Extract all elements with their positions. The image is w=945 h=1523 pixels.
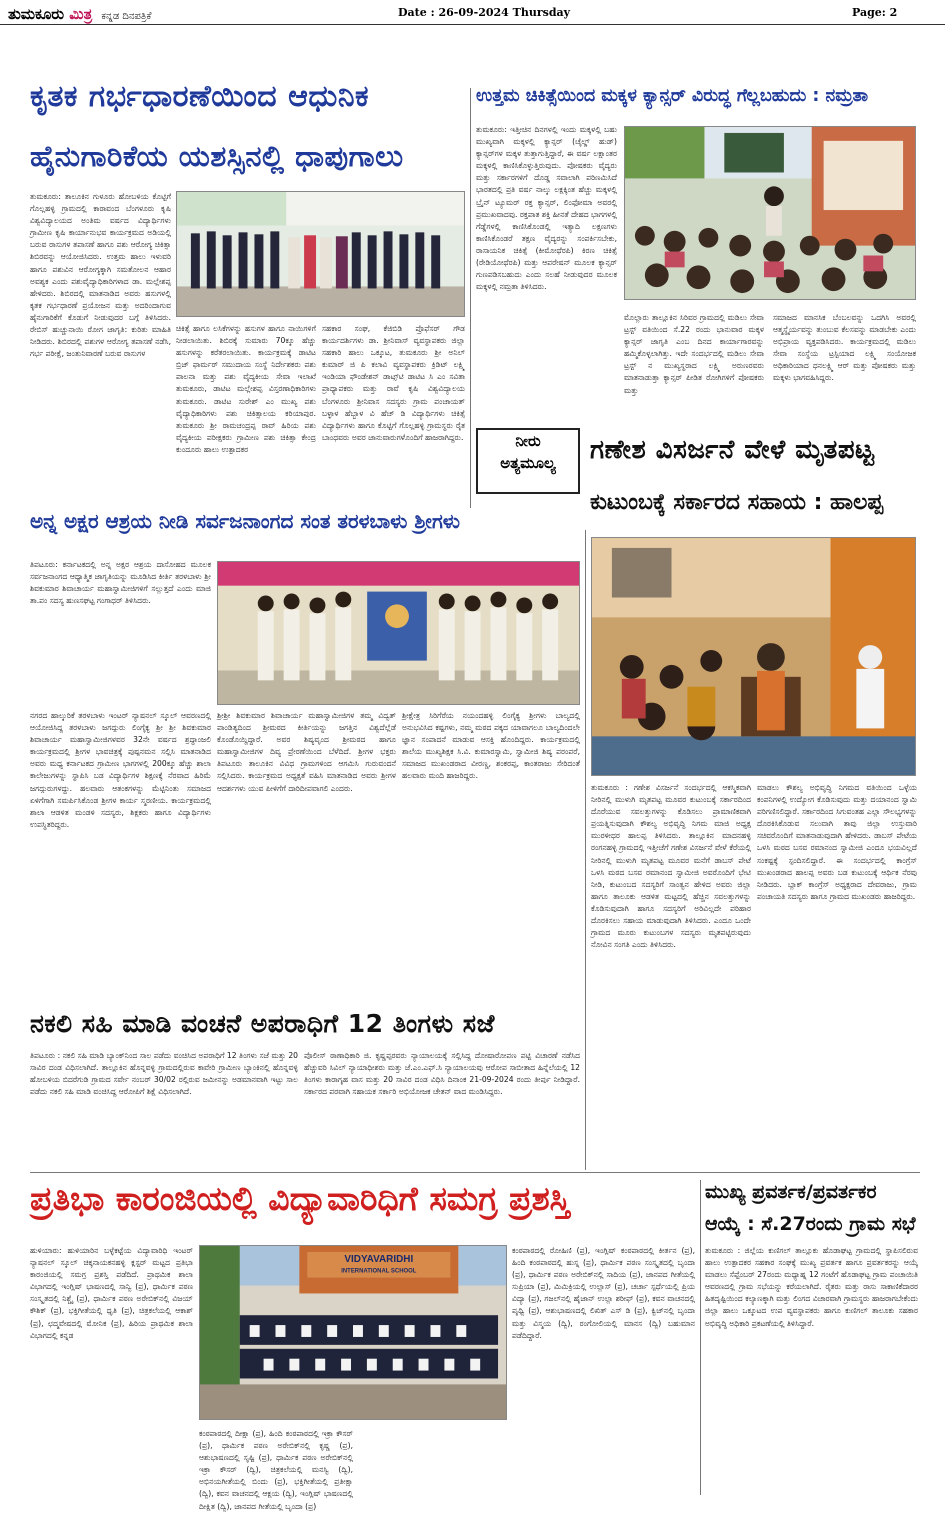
masthead-divider xyxy=(0,24,945,25)
school-sign-subtext: INTERNATIONAL SCHOOL xyxy=(341,1268,417,1275)
a4-headline: ಅನ್ನ ಅಕ್ಷರ ಆಶ್ರಯ ನೀಡಿ ಸರ್ವಜನಾಂಗದ ಸಂತ ತರಳಬಾಳು ಶ್ರೀಗಳು xyxy=(30,509,460,533)
a7-headline-line2: ಆಯ್ಕೆ : ಸೆ.27ರಂದು ಗ್ರಾಮ ಸಭೆ xyxy=(705,1213,916,1235)
a3-column-2: ಮಾಡಲು ಕೌಶಲ್ಯ ಅಭಿವೃದ್ಧಿ ನಿಗಮದ ವತಿಯಿಂದ ಒಳ್ಳೆಯ ಕಂಪನಿಗಳಲ್ಲಿ ಉದ್ಯೋಗ ಕೊಡಿಸುವುದು ಮತ್ತು ದಯಾನಂದ ಸ್ವಾಮಿ ಪರಿಗಣಿಸಲಿದ್ದಾರೆ. ಸರ್ಕಾರದಿಂದ ಸಿಗುವಂತಹ ಎಲ್ಲಾ ಸೌಲಭ್ಯಗಳನ್ನು ದೊರಕಿಸಿಕೊಡುವ ಸಲುವಾಗಿ ತಾವು ಜಿಲ್ಲಾ ಉಸ್ತುವಾರಿ ಸಚಿವರೊಂದಿಗೆ ಮಾತನಾಡುವುದಾಗಿ ಹೇಳಿದರು. ಡಾಬಸ್ ಪೇಟೆಯ ಒಳಸಿ ಮಠದ ಬಸವ ರಮಾನಂದ ಸ್ವಾಮೀಜಿ ಎಂದೂ ಭಯವಿಲ್ಲದೆ ಸಂಕಷ್ಟಕ್ಕೆ ಸ್ಪಂದಿಸಲಿದ್ದಾರೆ. ಈ ಸಂದರ್ಭದಲ್ಲಿ ಕಾಂಗ್ರೆಸ್ ಮುಖಂಡರಾದ ಹಾಲಪ್ಪ ಅವರು ಬಡ ಕುಟುಂಬಕ್ಕೆ ಆರ್ಥಿಕ ನೆರವು ನೀಡಿದರು. ಬ್ಲಾಕ್ ಕಾಂಗ್ರೆಸ್ ಅಧ್ಯಕ್ಷರಾದ ದೇವರಾಜು, ಗ್ರಾಮ ಪಂಚಾಯತಿ ಸದಸ್ಯರು ಹಾಗೂ ಗ್ರಾಮದ ಮುಖಂಡರು ಹಾಜರಿದ್ದರು. xyxy=(757,783,917,901)
masthead-tagline: ಕನ್ನಡ ದಿನಪತ್ರಿಕೆ xyxy=(101,11,152,22)
a6-headline: ಪ್ರತಿಭಾ ಕಾರಂಜಿಯಲ್ಲಿ ವಿದ್ಯಾವಾರಿಧಿಗೆ ಸಮಗ್ರ ಪ್ರಶಸ್ತಿ xyxy=(30,1179,570,1218)
masthead-name: ತುಮಕೂರು xyxy=(8,5,65,23)
a1-column-2: ಚಿಕಿತ್ಸೆ ಹಾಗೂ ಲಸಿಕೆಗಳನ್ನು ಹಸುಗಳ ಹಾಗೂ ನಾಯಿಗಳಿಗೆ ನೀಡಲಾಯಿತು. ಶಿಬಿರಕ್ಕೆ ಸುಮಾರು 70ಕ್ಕೂ ಹೆಚ್ಚು ಹಸುಗಳನ್ನು ಕರೆತರಲಾಯಿತು. ಕಾರ್ಯಕ್ರಮಕ್ಕೆ ಡಾಟಿಟ ಬ್ರಿಜ್ ಫಾರ್ಮರ್ ಸಮುದಾಯ ಸಂಸ್ಥೆ ನಿರ್ದೇಶಕರು ಪಶು ಪಾಲನಾ ಮತ್ತು ಪಶು ವೈದ್ಯಕೀಯ ಸೇವಾ ಇಲಾಖೆ ತುಮಕೂರು, ಡಾಟಿಟ ಮಲ್ಲೇಶಪ್ಪ ವಿಸ್ತರಣಾಧಿಕಾರಿಗಳು ತುಮಕೂರು. ಡಾಟಿಟ ಸುರೇಶ್ ಎಂ ಮುಖ್ಯ ಪಶು ವೈದ್ಯಾಧಿಕಾರಿಗಳು ಪಶು ಚಿಕಿತ್ಸಾಲಯ ಕರಿಯಾಪುರ. ತುಮಕೂರು ಶ್ರೀ ರಾಮಚಂದ್ರಪ್ಪ ರಾವ್ ಹಿರಿಯ ಪಶು ವೈದ್ಯಕೀಯ ಪರೀಕ್ಷಕರು ಗ್ರಾಮೀಣ ಪಶು ಚಿಕಿತ್ಸಾ ಕೇಂದ್ರ ಕುಂದೂರು ಹಾಲು ಉತ್ಪಾದಕರ xyxy=(176,324,316,454)
column-divider xyxy=(585,530,586,1170)
a6-column-1: ಹುಳಿಯಾರು: ಹುಳಿಯಾರಿನ ಬಳ್ಳೆಕಟ್ಟೆಯ ವಿದ್ಯಾವಾರಿಧಿ ಇಂಟರ್ ನ್ಯಾಷನಲ್ ಸ್ಕೂಲ್ ಚಿಕ್ಕನಾಯಕನಹಳ್ಳಿ ಕ್ಲಸ್ಟರ್ ಮಟ್ಟದ ಪ್ರತಿಭಾ ಕಾರಂಜಿಯಲ್ಲಿ ಸಮಗ್ರ ಪ್ರಶಸ್ತಿ ಪಡೆದಿದೆ. ಪ್ರಾಥಮಿಕ ಶಾಲಾ ವಿಭಾಗದಲ್ಲಿ ಇಂಗ್ಲಿಷ್ ಭಾಷಣದಲ್ಲಿ ಸಾನ್ವಿ (ಪ್ರ), ಧಾರ್ಮಿಕ ಪಠಣ ಸಂಸ್ಕೃತದಲ್ಲಿ ನಿಶ್ಚೈ (ಪ್ರ), ಧಾರ್ಮಿಕ ಪಠಣ ಅರೇಬಿಕ್‌ನಲ್ಲಿ ವಿಜಯ್ ಕೌಶಿಕ್ (ಪ್ರ), ಭಕ್ತಿಗೀತೆಯಲ್ಲಿ ಧೃತಿ (ಪ್ರ), ಚಿತ್ರಕಲೆಯಲ್ಲಿ ಆಕಾಶ್ (ಪ್ರ), ಛದ್ಮವೇಷದಲ್ಲಿ ಮೋನಿಕ (ಪ್ರ), ಹಿರಿಯ ಪ್ರಾಥಮಿಕ ಶಾಲಾ ವಿಭಾಗದಲ್ಲಿ ಕನ್ನಡ xyxy=(30,1246,193,1340)
column-divider xyxy=(700,1180,701,1495)
water-box-line2: ಅತ್ಯಮೂಲ್ಯ xyxy=(500,454,556,472)
a1-headline-line2: ಹೈನುಗಾರಿಕೆಯ ಯಶಸ್ಸಿನಲ್ಲಿ ಧಾಪುಗಾಲು xyxy=(30,139,404,173)
a4-intro: ತಿಪಟೂರು: ಕರ್ನಾಟಕದಲ್ಲಿ ಅನ್ನ ಅಕ್ಷರ ಆಶ್ರಯ ದಾಸೋಹದ ಮೂಲಕ ಸರ್ವಜನಾಂಗದ ಆಧ್ಯಾತ್ಮಿಕ ಜಾಗೃತಿಯನ್ನು ಮೂಡಿಸಿದ ಕೀರ್ತಿ ತರಳಬಾಳು ಶ್ರೀ ಶಿವಕುಮಾರ ಶಿವಾಚಾರ್ಯ ಮಹಾಸ್ವಾಮೀಜಿಗಳಿಗೆ ಸಲ್ಲುತ್ತದೆ ಎಂದು ಮಾಜಿ ತಾ.ಪಂ ಸದಸ್ಯ ಹುಣಸಘಟ್ಟ ಗಂಗಾಧರ್ ತಿಳಿಸಿದರು. xyxy=(30,560,211,606)
a2-column-2: ಮೊಲ್ಲಾರು ತಾಲ್ಲೂಕಿನ ಸಿರಿವರ ಗ್ರಾಮದಲ್ಲಿ ಮಡಿಲು ಸೇವಾ ಟ್ರಸ್ಟ್ ವತಿಯಿಂದ ಸೆ.22 ರಂದು ಭಾನುವಾರ ಮಕ್ಕಳ ಕ್ಯಾನ್ಸರ್ ಜಾಗೃತಿ ಎಂಬ ದಿನದ ಕಾರ್ಯಾಗಾರವನ್ನು ಹಮ್ಮಿಕೊಳ್ಳಲಾಗಿತ್ತು. ಇದೇ ಸಂದರ್ಭದಲ್ಲಿ ಮಡಿಲು ಸೇವಾ ಟ್ರಸ್ಟ್ ನ ಮುಖ್ಯಸ್ಥರಾದ ಲಕ್ಷ್ಮಿ ಅರುಣರವರು ಮಾತನಾಡುತ್ತಾ ಕ್ಯಾನ್ಸರ್ ಪೀಡಿತ ರೋಗಿಗಳಿಗೆ ಪೋಷಕರು ಮತ್ತು xyxy=(624,313,764,395)
a7-column-1: ತುಮಕೂರು : ಜಿಲ್ಲೆಯ ಕುಣಿಗಲ್ ತಾಲ್ಲೂಕು ಹೊಡಾಘಟ್ಟ ಗ್ರಾಮದಲ್ಲಿ ಸ್ಥಾಪಿಸಲಿರುವ ಹಾಲು ಉತ್ಪಾದಕರ ಸಹಕಾರ ಸಂಘಕ್ಕೆ ಮುಖ್ಯ ಪ್ರವರ್ತಕ ಹಾಗೂ ಪ್ರವರ್ತಕರನ್ನು ಆಯ್ಕೆ ಮಾಡಲು ಸೆಪ್ಟೆಂಬರ್ 27ರಂದು ಮಧ್ಯಾಹ್ನ 12 ಗಂಟೆಗೆ ಹೊಡಾಘಟ್ಟ ಗ್ರಾಮ ಪಂಚಾಯಿತಿ ಆವರಣದಲ್ಲಿ ಗ್ರಾಮ ಸಭೆಯನ್ನು ಕರೆಯಲಾಗಿದೆ. ರೈತರು ಮತ್ತು ರಾಸು ಸಾಕಾಣಿಕೆದಾರರ ಹಿತದೃಷ್ಟಿಯಿಂದ ಕಲ್ಯಾಣಕ್ಕಾಗಿ ಮತ್ತು ಲಿಂಗದ ವಿಚಾರವಾಗಿ ಗ್ರಾಮಸ್ಥರು ಹಾಜರಾಗಬೇಕೆಂದು ಜಿಲ್ಲಾ ಹಾಲು ಒಕ್ಕೂಟದ ಉಪ ವ್ಯವಸ್ಥಾಪಕರು ಹಾಗೂ ಕುಣಿಗಲ್ ತಾಲೂಕು ಸಹಕಾರ ಅಭಿವೃದ್ಧಿ ಅಧಿಕಾರಿ ಪ್ರಕಟಣೆಯಲ್ಲಿ ತಿಳಿಸಿದ್ದಾರೆ. xyxy=(705,1246,918,1328)
masthead-logo xyxy=(8,5,151,23)
a4-column-2: ಶ್ರೀಶ್ರೀ ಶಿವಕುಮಾರ ಶಿವಾಚಾರ್ಯ ಮಹಾಸ್ವಾಮೀಜಿಗಳ ತಮ್ಮ ವಿದ್ವತ್ ಪಾಂಡಿತ್ಯದಿಂದ ಶ್ರೀಮಠದ ಕೀರ್ತಿಯನ್ನು ಜಗತ್ತಿನ ವಿಶ್ವದೆಲ್ಲೆಡೆ ಕೊಂಡೊಯ್ದಿದ್ದಾರೆ. ಅವರ ಶಿಷ್ಯವೃಂದ ಶ್ರೀಮಠದ ಹಾಗೂ ಮಹಾಸ್ವಾಮೀಜಿಗಳ ದಿವ್ಯ ಪ್ರೇರಣೆಯಿಂದ ಬೆಳೆದಿದೆ. ಶ್ರೀಗಳ ಭಕ್ತರು ತಿಪಟೂರು ತಾಲೂಕಿನ ವಿವಿಧ ಗ್ರಾಮಗಳಿಂದ ಆಗಮಿಸಿ ಗುರುವಂದನೆ ಸಲ್ಲಿಸಿದರು. ಕಾರ್ಯಕ್ರಮದ ಅಧ್ಯಕ್ಷತೆ ವಹಿಸಿ ಮಾತನಾಡಿದ ಅವರು ಶ್ರೀಗಳ ಆದರ್ಶಗಳು ಯುವ ಪೀಳಿಗೆಗೆ ದಾರಿದೀಪವಾಗಲಿ ಎಂದರು. xyxy=(217,711,396,793)
a4-column-1: ನಗರದ ಹಾಲ್ಕುರಿಕೆ ತರಳಬಾಳು ಇಂಟರ್ ನ್ಯಾಷನಲ್ ಸ್ಕೂಲ್ ಆವರಣದಲ್ಲಿ ಆಯೋಜಿಸಿದ್ದ ತರಳಬಾಳು ಜಗದ್ಗುರು ಲಿಂಗೈಕ್ಯ ಶ್ರೀ ಶ್ರೀ ಶಿವಕುಮಾರ ಶಿವಾಚಾರ್ಯ ಮಹಾಸ್ವಾಮೀಜಿಗಳವರ 32ನೇ ವರ್ಷದ ಶ್ರದ್ಧಾಂಜಲಿ ಕಾರ್ಯಕ್ರಮದಲ್ಲಿ ಶ್ರೀಗಳ ಭಾವಚಿತ್ರಕ್ಕೆ ಪುಷ್ಪನಮನ ಸಲ್ಲಿಸಿ ಮಾತನಾಡಿದ ಅವರು ಮಧ್ಯ ಕರ್ನಾಟಕದ ಗ್ರಾಮೀಣ ಭಾಗಗಳಲ್ಲಿ 200ಕ್ಕೂ ಹೆಚ್ಚು ಶಾಲಾ ಕಾಲೇಜುಗಳನ್ನು ಸ್ಥಾಪಿಸಿ ಬಡ ವಿದ್ಯಾರ್ಥಿಗಳ ಶಿಕ್ಷಣಕ್ಕೆ ನೆರವಾದ ಹಿರಿಮೆ ಜಗದ್ಗುರುಗಳದ್ದು. ಹಲವಾರು ಆತಂಕಗಳನ್ನು ಮೆಟ್ಟಿನಿಂತು ಸಮಾಜದ ಏಳಿಗೆಗಾಗಿ ಸಮರ್ಪಿಸಿಕೊಂಡ ಶ್ರೀಗಳ ಕಾರ್ಯ ಸ್ಮರಣೀಯ. ಕಾರ್ಯಕ್ರಮದಲ್ಲಿ ಶಾಲಾ ಆಡಳಿತ ಮಂಡಳಿ ಸದಸ್ಯರು, ಶಿಕ್ಷಕರು ಹಾಗೂ ವಿದ್ಯಾರ್ಥಿಗಳು ಉಪಸ್ಥಿತರಿದ್ದರು. xyxy=(30,711,211,829)
water-box-line1: ನೀರು xyxy=(515,432,541,450)
a3-headline-line2: ಕುಟುಂಬಕ್ಕೆ ಸರ್ಕಾರದ ಸಹಾಯ : ಹಾಲಪ್ಪ xyxy=(590,490,884,515)
a5-column-2: ಪೊಲೀಸ್ ಠಾಣಾಧಿಕಾರಿ ಜಿ. ಕೃಷ್ಣಪ್ಪರವರು ನ್ಯಾಯಾಲಯಕ್ಕೆ ಸಲ್ಲಿಸಿದ್ದ ದೋಷಾರೋಪಣ ಪಟ್ಟಿ ವಿಚಾರಣೆ ನಡೆಸಿದ ಹೆಚ್ಚುವರಿ ಸಿವಿಲ್ ನ್ಯಾಯಾಧೀಶರು ಮತ್ತು ಜೆ.ಎಂ.ಎಫ್.ಸಿ ನ್ಯಾಯಾಲಯವು ಆರೋಪ ಸಾಬೀತಾದ ಹಿನ್ನೆಲೆಯಲ್ಲಿ 12 ತಿಂಗಳು ಕಾರಾಗೃಹ ವಾಸ ಮತ್ತು 20 ಸಾವಿರ ದಂಡ ವಿಧಿಸಿ ದಿನಾಂಕ 21-09-2024 ರಂದು ತೀರ್ಪು ನೀಡಿದ್ದಾರೆ. ಸರ್ಕಾರದ ಪರವಾಗಿ ಸಹಾಯಕ ಸರ್ಕಾರಿ ಅಭಿಯೋಜಕ ಚೇತನ್ ವಾದ ಮಂಡಿಸಿದ್ದರು. xyxy=(304,1051,580,1097)
a4-photo-tribute xyxy=(217,561,580,705)
a3-headline-line1: ಗಣೇಶ ವಿಸರ್ಜನೆ ವೇಳೆ ಮೃತಪಟ್ಟ xyxy=(590,435,875,465)
a5-column-1: ತಿಪಟೂರು : ನಕಲಿ ಸಹಿ ಮಾಡಿ ಬ್ಯಾಂಕ್‌ನಿಂದ ಸಾಲ ಪಡೆದು ವಂಚಿಸಿದ ಅಪರಾಧಿಗೆ 12 ತಿಂಗಳು ಸಜೆ ಮತ್ತು 20 ಸಾವಿರ ದಂಡ ವಿಧಿಸಲಾಗಿದೆ. ತಾಲ್ಲೂಕಿನ ಹೊನ್ನವಳ್ಳಿ ಗ್ರಾಮದಲ್ಲಿರುವ ಕಾವೇರಿ ಗ್ರಾಮೀಣ ಬ್ಯಾಂಕಿನಲ್ಲಿ ಹೊನ್ನವಳ್ಳಿ ಹೋಬಳಿಯ ಬಿದರೆಗುಡಿ ಗ್ರಾಮದ ಸರ್ವೇ ನಂಬರ್ 30/02 ರಲ್ಲಿರುವ ಜಮೀನನ್ನು ಅಡಮಾನವಾಗಿ ಇಟ್ಟು ಸಾಲ ಪಡೆದು ನಕಲಿ ಸಹಿ ಮಾಡಿ ವಂಚಿಸಿದ್ದ ಆರೋಪಿಗೆ ಶಿಕ್ಷೆ ವಿಧಿಸಲಾಗಿದೆ. xyxy=(30,1051,298,1097)
a3-photo-visit xyxy=(591,537,916,776)
a6-column-3: ಕಂಠಪಾಠದಲ್ಲಿ ರೋಹಿಣಿ (ಪ್ರ), ಇಂಗ್ಲಿಷ್ ಕಂಠಪಾಠದಲ್ಲಿ ಕೀರ್ತನ (ಪ್ರ), ಹಿಂದಿ ಕಂಠಪಾಠದಲ್ಲಿ ಹುಸ್ನ (ಪ್ರ), ಧಾರ್ಮಿಕ ಪಠಣ ಸಂಸ್ಕೃತದಲ್ಲಿ ಬೃಂದಾ (ಪ್ರ), ಧಾರ್ಮಿಕ ಪಠಣ ಅರೇಬಿಕ್‌ನಲ್ಲಿ ಸಾದಿಯ (ಪ್ರ), ಜಾನಪದ ಗೀತೆಯಲ್ಲಿ ಸುಪ್ರಿಯಾ (ಪ್ರ), ಮಿಮಿಕ್ರಿಯಲ್ಲಿ ಉಲ್ಲಾಸ್ (ಪ್ರ), ಚರ್ಚಾ ಸ್ಪರ್ಧೆಯಲ್ಲಿ ಪ್ರಿಯ ವಿದ್ಯಾ (ಪ್ರ), ಗಜಲ್‌ನಲ್ಲಿ ಹೈಜಾನ್ ಉಲ್ಲಾ ಶರೀಫ್ (ಪ್ರ), ಕವನ ವಾಚನದಲ್ಲಿ ಪೃಥ್ವಿ (ಪ್ರ), ಆಶುಭಾಷಣದಲ್ಲಿ ಲಿಖಿತ್ ಎಸ್ ಡಿ (ಪ್ರ), ಕ್ವಿಜ್‌ನಲ್ಲಿ ಬೃಂದಾ ಮತ್ತು ವಿಸ್ಮಯ (ದ್ವಿ), ರಂಗೋಲಿಯಲ್ಲಿ ಮಾನಸ (ದ್ವಿ) ಬಹುಮಾನ ಪಡೆದಿದ್ದಾರೆ. xyxy=(512,1246,695,1340)
a1-column-1: ತುಮಕೂರು: ತಾಲೂಕಿನ ಗುಳೂರು ಹೋಬಳಿಯ ಕೊಟ್ಟಿಗೆ ಗೊಲ್ಲಹಳ್ಳಿ ಗ್ರಾಮದಲ್ಲಿ ಕಾರಾವಂದ ಬೆಂಗಳೂರು ಕೃಷಿ ವಿಶ್ವವಿದ್ಯಾಲಯದ ಅಂತಿಮ ವರ್ಷದ ವಿದ್ಯಾರ್ಥಿಗಳು ಗ್ರಾಮೀಣ ಕೃಷಿ ಕಾರ್ಯಾನುಭವ ಕಾರ್ಯಕ್ರಮದ ಅಡಿಯಲ್ಲಿ ಬರುವ ರಾಸುಗಳ ತಪಾಸಣೆ ಹಾಗೂ ಪಶು ಆರೋಗ್ಯ ಚಿಕಿತ್ಸಾ ಶಿಬಿರವನ್ನು ಆಯೋಜಿಸಿದರು. ಉತ್ತಮ ಹಾಲು ಇಳುವರಿ ಹಾಗೂ ಪಶುವಿನ ಆರೋಗ್ಯಕ್ಕಾಗಿ ಸಮತೋಲನ ಆಹಾರ ಅವಶ್ಯಕ ಎಂದು ಪಶುವೈದ್ಯಾಧಿಕಾರಿಗಳಾದ ಡಾ. ಮಲ್ಲೇಶಪ್ಪ ಹೇಳಿದರು. ಶಿಬಿರದಲ್ಲಿ ಮಾತನಾಡಿದ ಅವರು ಹಸುಗಳಲ್ಲಿ ಕೃತಕ ಗರ್ಭಧಾರಣೆ ಪ್ರಯೋಜನ ಮತ್ತು ಅದರಿಂದಾಗುವ ಹೈನುಗಾರಿಕೆಗೆ ಕೊಡುಗೆ ನೀಡುವುದರ ಬಗ್ಗೆ ತಿಳಿಸಿದರು. ರೇಬಿಸ್ ಹುಚ್ಚುನಾಯಿ ರೋಗ ಜಾಗೃತಿ: ಕುರಿತು ಮಾಹಿತಿ ನೀಡಿದರು. ಶಿಬಿರದಲ್ಲಿ ಪಶುಗಳ ಆರೋಗ್ಯ ತಪಾಸಣೆ ನಡೆಸಿ, ಗರ್ಭ ಪರೀಕ್ಷೆ, ಜಂತುನಿವಾರಣೆ ಬರುವ ರಾಸುಗಳ xyxy=(30,192,171,359)
a6-column-2: ಕಂಠಪಾಠದಲ್ಲಿ ದೀಕ್ಷಾ (ಪ್ರ), ಹಿಂದಿ ಕಂಠಪಾಠದಲ್ಲಿ ಇಕ್ರಾ ಕೌಸರ್ (ಪ್ರ), ಧಾರ್ಮಿಕ ಪಠಣ ಅರೇಬಿಕ್‌ನಲ್ಲಿ ಕೃಷ್ಣ (ಪ್ರ), ಆಶುಭಾಷಣದಲ್ಲಿ ಸೃಷ್ಟಿ (ಪ್ರ), ಧಾರ್ಮಿಕ ಪಠಣ ಅರೇಬಿಕ್‌ನಲ್ಲಿ ಇಕ್ರಾ ಕೌಸರ್ (ದ್ವಿ), ಚಿತ್ರಕಲೆಯಲ್ಲಿ ಮನಸ್ವಿ (ದ್ವಿ), ಅಭಿನಯಗೀತೆಯಲ್ಲಿ ಬಿಂದು (ಪ್ರ), ಭಕ್ತಿಗೀತೆಯಲ್ಲಿ ಪ್ರತೀಕ್ಷಾ (ದ್ವಿ), ಕವನ ವಾಚನದಲ್ಲಿ ಆಕ್ಷಯ (ದ್ವಿ), ಇಂಗ್ಲಿಷ್ ಭಾಷಣದಲ್ಲಿ ದೀಕ್ಷಿತ (ದ್ವಿ), ಜಾನಪದ ಗೀತೆಯಲ್ಲಿ ಬೃಂದಾ (ಪ್ರ) xyxy=(199,1429,353,1511)
school-sign-text: VIDYAVARIDHI xyxy=(344,1253,414,1265)
a2-column-1: ತುಮಕೂರು: ಇತ್ತೀಚಿನ ದಿನಗಳಲ್ಲಿ ಇಂದು ಮಕ್ಕಳಲ್ಲಿ ಬಹು ಮುಖ್ಯವಾಗಿ ಮಕ್ಕಳಲ್ಲಿ ಕ್ಯಾನ್ಸರ್ (ಚೈಲ್ಡ್ ಹುಡ್) ಕ್ಯಾನ್ಸರ್‌ಗಳ ಮಕ್ಕಳ ತುತ್ತಾಗುತ್ತಿದ್ದಾರೆ, ಈ ವರ್ಷ ಲಕ್ಷಾಂತರ ಮಕ್ಕಳಲ್ಲಿ ಕಾಣಿಸಿಕೊಳ್ಳುತ್ತಿರುವುದು. ಪೋಷಕರು ವೈದ್ಯರು ಮತ್ತು ಸರ್ಕಾರಗಳಿಗೆ ದೊಡ್ಡ ಸವಾಲಾಗಿ ಪರಿಣಮಿಸಿದೆ ಭಾರತದಲ್ಲಿ ಪ್ರತಿ ವರ್ಷ ನಾಲ್ಕು ಲಕ್ಷಕ್ಕಿಂತ ಹೆಚ್ಚು ಮಕ್ಕಳಲ್ಲಿ ಬ್ರೈನ್ ಟ್ಯೂಮರ್ ರಕ್ತ ಕ್ಯಾನ್ಸರ್, ಲಿಂಫೋಮಾ ಅವರಲ್ಲಿ ಪ್ರಮುಖವಾದವು. ರಕ್ತಪಾತ ಶಕ್ತಿ ಹೀನತೆ ದೇಹದ ಭಾಗಗಳಲ್ಲಿ ಗೆಡ್ಡೆಗಳಲ್ಲಿ ಕಾಣಿಸಿಕೊಂಡಲ್ಲಿ ಇತ್ಯಾದಿ ಲಕ್ಷಣಗಳು ಕಾಣಿಸಿಕೊಂಡರೆ ತಕ್ಷಣ ವೈದ್ಯರನ್ನು ಸಂಪರ್ಕಿಸಬೇಕು, ರಾಸಾಯನಿಕ ಚಿಕಿತ್ಸೆ (ಕೀಮೋಥೆರಪಿ) ಕಿರಣ ಚಿಕಿತ್ಸೆ (ರೇಡಿಯೋಥೆರಪಿ) ಮತ್ತು ಆಪರೇಷನ್ ಮೂಲಕ ಕ್ಯಾನ್ಸರ್ ಗುಣಪಡಿಸಬಹುದು ಎಂದು ಸಲಹೆ ನೀಡುವುದರ ಮೂಲಕ ಮಕ್ಕಳಲ್ಲಿ ನಮ್ರತಾ ತಿಳಿಸಿದರು. xyxy=(476,125,617,292)
a1-column-3: ಸಹಕಾರ ಸಂಘ, ಕೆಜಿಬಿಡಿ ಪ್ರೊಫೆಸರ್ ಗೌಡ ಕಾರ್ಯದರ್ಶಿಗಳು ಡಾ. ಶ್ರೀನಿವಾಸ್ ವ್ಯವಸ್ಥಾಪಕರು ಜಿಲ್ಲಾ ಸಹಕಾರಿ ಹಾಲು ಒಕ್ಕೂಟ, ತುಮಕೂರು ಶ್ರೀ ಅನಿಲ್ ಕುಮಾರ್ ಜಿ ಪಿ ಕಲಾವಿ ವ್ಯವಸ್ಥಾಪಕರು ಕ್ರಿಡಿಟ್ ಲಕ್ಷ್ಮಿ ಇಂಡಿಯಾ ಫೌಂಡೇಶನ್ ಡಾಟ್ಸ್‌ಟಿ ಡಾಟಿಟ ಸಿ ಎಂ ಸವಿತಾ ಪ್ರಾಧ್ಯಾಪಕರು ಮತ್ತು ರಾವೆ ಕೃಷಿ ವಿಶ್ವವಿದ್ಯಾಲಯ ಬೆಂಗಳೂರು ಶ್ರೀನಿವಾಸ ಸದಸ್ಯರು ಗ್ರಾಮ ಪಂಚಾಯತ್ ಬಳ್ಳಾಳ ಹೆಬ್ಬಾಳ ವಿ ಹೆಚ್ ಡಿ ವಿದ್ಯಾರ್ಥಿಗಳು ಚಿಕಿತ್ಸೆ ವಿದ್ಯಾರ್ಥಿಗಳು ಹಾಗೂ ಕೊಟ್ಟಿಗೆ ಗೊಲ್ಲಹಳ್ಳಿ ಗ್ರಾಮಸ್ಥರು ರೈತ ಬಾಂಧವರು ಅವರ ಜಾನುವಾರುಗಳೊಂದಿಗೆ ಹಾಜರಾಗಿದ್ದರು. xyxy=(322,324,465,442)
masthead-name-mitra: ಮಿತ್ರ xyxy=(69,5,93,23)
a2-photo-classroom xyxy=(624,126,916,300)
column-divider xyxy=(470,88,471,508)
a1-headline-line1: ಕೃತಕ ಗರ್ಭಧಾರಣೆಯಿಂದ ಆಧುನಿಕ xyxy=(30,79,370,114)
a2-headline: ಉತ್ತಮ ಚಿಕಿತ್ಸೆಯಿಂದ ಮಕ್ಕಳ ಕ್ಯಾನ್ಸರ್ ವಿರುದ್ಧ ಗೆಲ್ಲಬಹುದು : ನಮ್ರತಾ xyxy=(476,86,869,106)
edition-date: Date : 26-09-2024 Thursday xyxy=(398,6,571,19)
a6-photo-students xyxy=(199,1245,507,1420)
a4-column-3: ಶ್ರೀಕ್ಷೇತ್ರ ಸಿರಿಗೆರೆಯ ನಯಂದಹಳ್ಳಿ ಲಿಂಗೈಕ್ಯ ಶ್ರೀಗಳು ಬಾಲ್ಯದಲ್ಲಿ ಅನುಭವಿಸಿದ ಕಷ್ಟಗಳು, ನಮ್ಮ ಮಠದ ಪಕ್ಕದ ಯಾವಾಗಲೂ ಬಾಲ್ಯದಿಂದಲೇ ಜ್ಞಾನ ಸಂಪಾದನೆ ಮಾಡುವ ಆಸಕ್ತಿ ಹೊಂದಿದ್ದರು. ಕಾರ್ಯಕ್ರಮದಲ್ಲಿ ಶಾಲೆಯ ಮುಖ್ಯಶಿಕ್ಷಕ ಸಿ.ವಿ. ಕುಮಾರಸ್ವಾಮಿ, ಸ್ವಾಮೀಜಿ ಶಿಷ್ಯ ಪರಂಪರೆ, ಸಮಾಜದ ಮುಖಂಡರಾದ ವೀರಣ್ಣ, ಶಂಕರಪ್ಪ, ಕಾಂತರಾಜು ಸೇರಿದಂತೆ ಹಲವಾರು ಮಂದಿ ಹಾಜರಿದ್ದರು. xyxy=(402,711,580,781)
a3-column-1: ತುಮಕೂರು : ಗಣೇಶ ವಿಸರ್ಜನೆ ಸಂದರ್ಭದಲ್ಲಿ ಆಕಸ್ಮಿಕವಾಗಿ ನೀರಿನಲ್ಲಿ ಮುಳುಗಿ ಮೃತಪಟ್ಟ ಮೂವರ ಕುಟುಂಬಕ್ಕೆ ಸರ್ಕಾರದಿಂದ ದೊರೆಯುವ ಸವಲತ್ತುಗಳನ್ನು ಕೊಡಿಸಲು ಪ್ರಾಮಾಣಿಕವಾಗಿ ಪ್ರಯತ್ನಿಸುವುದಾಗಿ ಕೌಶಲ್ಯ ಅಭಿವೃದ್ಧಿ ನಿಗಮ ಮಾಜಿ ಅಧ್ಯಕ್ಷ ಮುರಳೀಧರ ಹಾಲಪ್ಪ ತಿಳಿಸಿದರು. ತಾಲ್ಲೂಕಿನ ಮಾದನಹಳ್ಳಿ ರಂಗನಹಳ್ಳಿ ಗ್ರಾಮದಲ್ಲಿ ಇತ್ತೀಚೆಗೆ ಗಣೇಶ ವಿಸರ್ಜನೆ ವೇಳೆ ಕೆರೆಯಲ್ಲಿ ನೀರಿನಲ್ಲಿ ಮುಳುಗಿ ಮೃತಪಟ್ಟ ಮೂವರ ಮನೆಗೆ ಡಾಬಸ್ ಪೇಟೆ ಒಳಸಿ ಮಠದ ಬಸವ ರಮಾನಂದ ಸ್ವಾಮೀಜಿ ಅವರೊಂದಿಗೆ ಭೇಟಿ ನೀಡಿ, ಕುಟುಂಬದ ಸದಸ್ಯರಿಗೆ ಸಾಂತ್ವನ ಹೇಳಿದ ಅವರು ಜಿಲ್ಲಾ ಹಾಗೂ ತಾಲೂಕು ಆಡಳಿತ ಮಟ್ಟದಲ್ಲಿ ಹೆಚ್ಚಿನ ಸವಲತ್ತುಗಳನ್ನು ಕೊಡಿಸುವುದಾಗಿ ಹಾಗೂ ಸದಸ್ಯರಿಗೆ ಅರಿವಿಲ್ಲದೇ ಪರಿಹಾರ ದೊರಕಿಸಲು ಸಹಾಯ ಮಾಡುವುದಾಗಿ ತಿಳಿಸಿದರು. ಎಂದೂ ಒಂದೇ ಗ್ರಾಮದ ಮೂರು ಕುಟುಂಬಗಳ ಸದಸ್ಯರು ಮೃತಪಟ್ಟಿರುವುದು ನೋವಿನ ಸಂಗತಿ ಎಂದು ತಿಳಿಸಿದರು. xyxy=(591,783,751,950)
page-number: Page: 2 xyxy=(852,6,898,19)
a5-headline: ನಕಲಿ ಸಹಿ ಮಾಡಿ ವಂಚನೆ ಅಪರಾಧಿಗೆ 12 ತಿಂಗಳು ಸಜೆ xyxy=(30,1009,495,1038)
water-precious-box xyxy=(476,428,580,494)
section-divider xyxy=(30,1172,920,1173)
a7-headline-line1: ಮುಖ್ಯ ಪ್ರವರ್ತಕ/ಪ್ರವರ್ತಕರ xyxy=(705,1181,877,1203)
a2-column-3: ಸಮಾಜದ ಮಾನಸಿಕ ಬೆಂಬಲವನ್ನು ಒದಗಿಸಿ ಅವರಲ್ಲಿ ಆತ್ಮಸ್ಥೈರ್ಯವನ್ನು ತುಂಬುವ ಕೆಲಸವನ್ನು ಮಾಡಬೇಕು ಎಂದು ಅಭಿಪ್ರಾಯ ವ್ಯಕ್ತಪಡಿಸಿದರು. ಕಾರ್ಯಕ್ರಮದಲ್ಲಿ ಮಡಿಲು ಸೇವಾ ಸಂಸ್ಥೆಯ ಟ್ರಸ್ಟಿಯಾದ ಲಕ್ಷ್ಮಿ ಸಂಯೋಜಕ ಅಧಿಕಾರಿಯಾದ ಧನಲಕ್ಷ್ಮಿ ಆರ್ ಮತ್ತು ಪೋಷಕರು ಮತ್ತು ಮಕ್ಕಳು ಭಾಗವಹಿಸಿದ್ದರು. xyxy=(773,313,916,383)
a1-photo-group xyxy=(176,191,465,317)
